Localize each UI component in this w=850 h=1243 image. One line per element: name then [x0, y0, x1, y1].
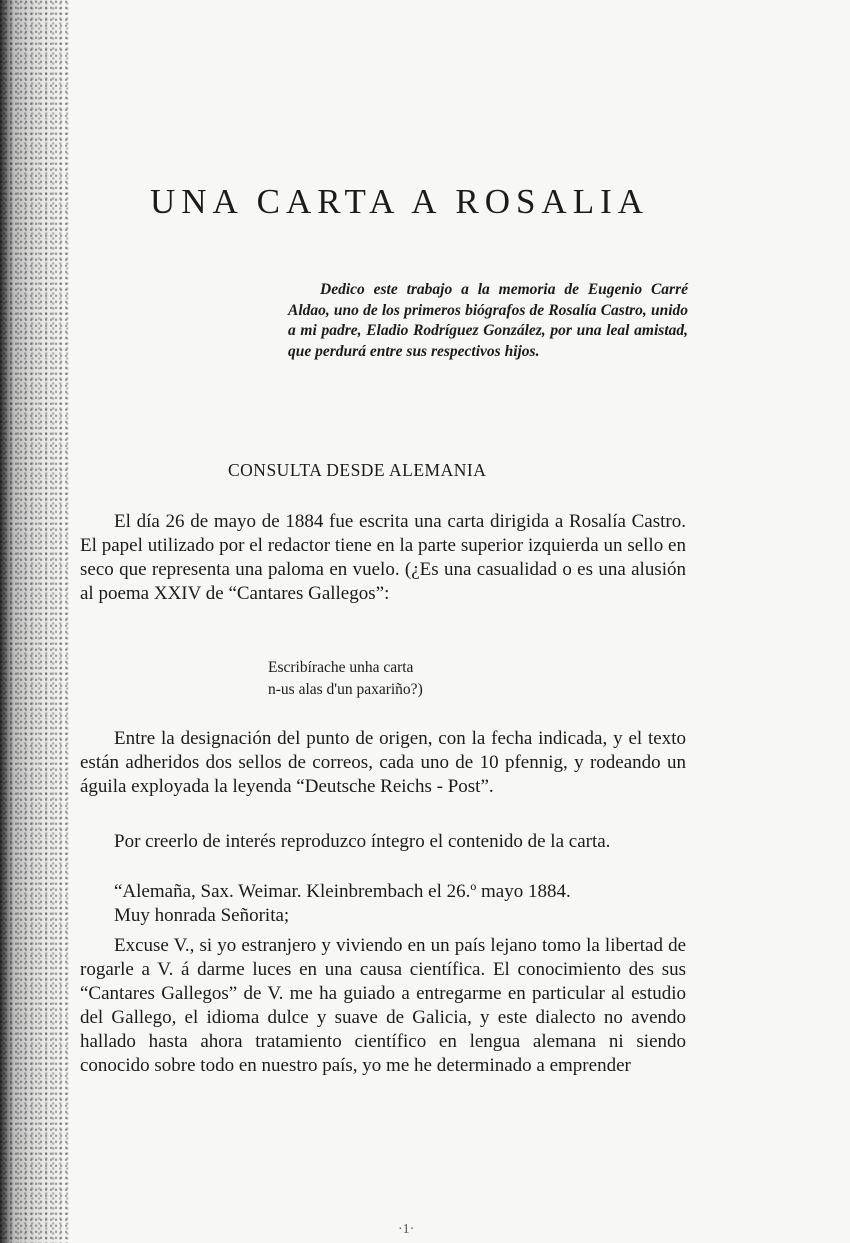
letter-salutation: Muy honrada Señorita; [114, 905, 290, 926]
paragraph-intro: El día 26 de mayo de 1884 fue escrita una carta dirigida a Rosalía Castro. El papel utilizado por el redactor tiene en la parte superior izquierda un sello en seco que representa una paloma en vuelo. (¿Es una casualidad o es una alusión al poema XXIV de “Cantares Gallegos”: [80, 511, 686, 604]
article-title: UNA CARTA A ROSALIA [150, 182, 650, 221]
page-mark: ·1· [398, 1222, 415, 1237]
letter-heading-line: “Alemaña, Sax. Weimar. Kleinbrembach el 26.º mayo 1884. [114, 881, 571, 902]
paragraph-reproduction: Por creerlo de interés reproduzco íntegro el contenido de la carta. [114, 831, 611, 852]
verse-line: Escribírache unha carta [268, 659, 414, 676]
letter-body: Excuse V., si yo estranjero y viviendo en un país lejano tomo la libertad de rogarle a V. á darme luces en una causa científica. El conocimiento des sus “Cantares Gallegos” de V. me ha guiado a entregarme en particular al estudio del Gallego, el idioma dulce y suave de Galicia, y este dialecto no avendo hallado hasta ahora tratamiento científico en lengua alemana ni siendo conocido sobre todo en nuestro país, yo me he determinado a emprender [80, 935, 686, 1076]
verse-line: n-us alas d'un paxariño?) [268, 681, 423, 698]
section-heading: CONSULTA DESDE ALEMANIA [228, 460, 487, 480]
paragraph-stamps: Entre la designación del punto de origen, con la fecha indicada, y el texto están adheridos dos sellos de correos, cada uno de 10 pfennig, y rodeando un águila exployada la leyenda “Deutsche Reichs - Post”. [80, 728, 686, 797]
verse-quote [268, 657, 423, 701]
dedication-text: Dedico este trabajo a la memoria de Eugenio Carré Aldao, uno de los primeros biógrafos de Rosalía Castro, unido a mi padre, Eladio Rodríguez González, por una leal amistad, que perdurá entre sus respectivos hijos. [288, 281, 688, 360]
